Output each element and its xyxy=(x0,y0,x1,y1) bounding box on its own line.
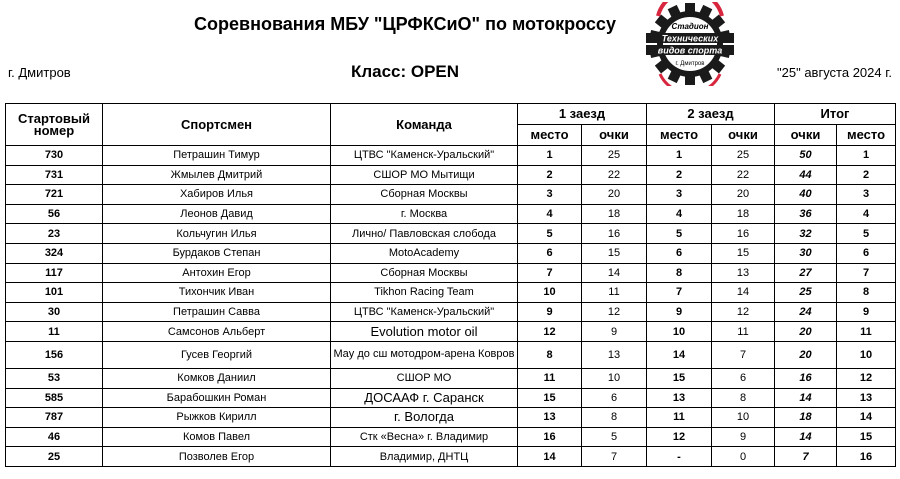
heat2-points-cell: 8 xyxy=(712,388,775,408)
heat1-points-cell: 25 xyxy=(582,146,647,166)
athlete-name-cell: Рыжков Кирилл xyxy=(103,408,331,428)
heat2-place-cell: 9 xyxy=(647,302,712,322)
class-label: Класс: OPEN xyxy=(350,62,460,81)
final-place-cell: 7 xyxy=(837,263,896,283)
athlete-name-cell: Комов Павел xyxy=(103,427,331,447)
heat1-points-cell: 8 xyxy=(582,408,647,428)
heat1-points-cell: 10 xyxy=(582,368,647,388)
athlete-name-cell: Жмылев Дмитрий xyxy=(103,165,331,185)
total-points-cell: 24 xyxy=(775,302,837,322)
heat1-points-cell: 9 xyxy=(582,322,647,342)
final-place-cell: 6 xyxy=(837,243,896,263)
team-cell: СШОР МО xyxy=(331,368,518,388)
header-heat1-points: очки xyxy=(582,125,647,146)
athlete-name-cell: Петрашин Савва xyxy=(103,302,331,322)
heat2-place-cell: 1 xyxy=(647,146,712,166)
team-cell: СШОР МО Мытищи xyxy=(331,165,518,185)
heat2-points-cell: 14 xyxy=(712,283,775,303)
heat1-place-cell: 15 xyxy=(518,388,582,408)
city-label: г. Дмитров xyxy=(8,65,71,80)
heat1-points-cell: 22 xyxy=(582,165,647,185)
heat2-place-cell: 11 xyxy=(647,408,712,428)
team-cell: Сборная Москвы xyxy=(331,263,518,283)
heat1-place-cell: 1 xyxy=(518,146,582,166)
athlete-name-cell: Кольчугин Илья xyxy=(103,224,331,244)
heat2-place-cell: 6 xyxy=(647,243,712,263)
heat1-place-cell: 13 xyxy=(518,408,582,428)
table-row xyxy=(6,341,896,368)
heat2-place-cell: 2 xyxy=(647,165,712,185)
heat2-points-cell: 7 xyxy=(712,341,775,368)
start-number-cell: 585 xyxy=(6,388,103,408)
start-number-cell: 721 xyxy=(6,185,103,205)
athlete-name-cell: Гусев Георгий xyxy=(103,341,331,368)
heat2-points-cell: 16 xyxy=(712,224,775,244)
table-row xyxy=(6,408,896,428)
heat2-points-cell: 12 xyxy=(712,302,775,322)
heat1-points-cell: 20 xyxy=(582,185,647,205)
heat2-place-cell: 13 xyxy=(647,388,712,408)
final-place-cell: 11 xyxy=(837,322,896,342)
athlete-name-cell: Антохин Егор xyxy=(103,263,331,283)
table-row xyxy=(6,204,896,224)
total-points-cell: 32 xyxy=(775,224,837,244)
total-points-cell: 36 xyxy=(775,204,837,224)
table-row xyxy=(6,224,896,244)
heat1-points-cell: 15 xyxy=(582,243,647,263)
heat2-place-cell: 14 xyxy=(647,341,712,368)
start-number-cell: 53 xyxy=(6,368,103,388)
gear-logo-icon xyxy=(626,2,754,86)
start-number-cell: 731 xyxy=(6,165,103,185)
start-number-cell: 23 xyxy=(6,224,103,244)
athlete-name-cell: Леонов Давид xyxy=(103,204,331,224)
total-points-cell: 18 xyxy=(775,408,837,428)
total-points-cell: 16 xyxy=(775,368,837,388)
header-heat2: 2 заезд xyxy=(647,104,775,125)
final-place-cell: 2 xyxy=(837,165,896,185)
final-place-cell: 5 xyxy=(837,224,896,244)
athlete-name-cell: Позволев Егор xyxy=(103,447,331,467)
total-points-cell: 44 xyxy=(775,165,837,185)
header-total-points: очки xyxy=(775,125,837,146)
athlete-name-cell: Бурдаков Степан xyxy=(103,243,331,263)
final-place-cell: 3 xyxy=(837,185,896,205)
heat2-place-cell: 8 xyxy=(647,263,712,283)
heat2-place-cell: 15 xyxy=(647,368,712,388)
athlete-name-cell: Хабиров Илья xyxy=(103,185,331,205)
heat1-place-cell: 3 xyxy=(518,185,582,205)
final-place-cell: 10 xyxy=(837,341,896,368)
start-number-cell: 101 xyxy=(6,283,103,303)
total-points-cell: 20 xyxy=(775,322,837,342)
header-heat1: 1 заезд xyxy=(518,104,647,125)
heat2-points-cell: 11 xyxy=(712,322,775,342)
date-label: "25" августа 2024 г. xyxy=(777,65,892,80)
table-row xyxy=(6,243,896,263)
heat1-place-cell: 12 xyxy=(518,322,582,342)
final-place-cell: 13 xyxy=(837,388,896,408)
table-row xyxy=(6,165,896,185)
heat1-points-cell: 16 xyxy=(582,224,647,244)
start-number-cell: 25 xyxy=(6,447,103,467)
heat2-points-cell: 15 xyxy=(712,243,775,263)
table-row xyxy=(6,388,896,408)
team-cell: Владимир, ДНТЦ xyxy=(331,447,518,467)
stadium-logo xyxy=(626,2,754,86)
total-points-cell: 14 xyxy=(775,388,837,408)
heat1-place-cell: 9 xyxy=(518,302,582,322)
header-start-number: Стартовый номер xyxy=(6,104,103,146)
heat1-place-cell: 10 xyxy=(518,283,582,303)
heat2-place-cell: - xyxy=(647,447,712,467)
heat2-points-cell: 6 xyxy=(712,368,775,388)
heat2-points-cell: 9 xyxy=(712,427,775,447)
heat2-place-cell: 12 xyxy=(647,427,712,447)
page-title: Соревнования МБУ "ЦРФКСиО" по мотокроссу xyxy=(194,14,616,34)
final-place-cell: 14 xyxy=(837,408,896,428)
heat2-place-cell: 3 xyxy=(647,185,712,205)
heat1-place-cell: 4 xyxy=(518,204,582,224)
team-cell: Стк «Весна» г. Владимир xyxy=(331,427,518,447)
header-heat1-place: место xyxy=(518,125,582,146)
heat1-place-cell: 7 xyxy=(518,263,582,283)
team-cell: Evolution motor oil xyxy=(331,322,518,342)
heat1-place-cell: 16 xyxy=(518,427,582,447)
header-total: Итог xyxy=(775,104,896,125)
logo-line2: Технических xyxy=(661,33,719,44)
table-row xyxy=(6,302,896,322)
heat2-points-cell: 0 xyxy=(712,447,775,467)
header-final-place: место xyxy=(837,125,896,146)
athlete-name-cell: Комков Даниил xyxy=(103,368,331,388)
start-number-cell: 156 xyxy=(6,341,103,368)
start-number-cell: 324 xyxy=(6,243,103,263)
start-number-cell: 787 xyxy=(6,408,103,428)
results-table xyxy=(5,103,896,467)
total-points-cell: 50 xyxy=(775,146,837,166)
heat1-points-cell: 12 xyxy=(582,302,647,322)
team-cell: MotoAcademy xyxy=(331,243,518,263)
logo-line4: г. Дмитров xyxy=(675,61,705,67)
team-cell: May до сш мотодром-арена Ковров xyxy=(331,341,518,368)
heat1-points-cell: 7 xyxy=(582,447,647,467)
header-heat2-points: очки xyxy=(712,125,775,146)
logo-line1: Стадион xyxy=(671,22,709,31)
header-athlete: Спортсмен xyxy=(103,104,331,146)
heat1-place-cell: 11 xyxy=(518,368,582,388)
table-row xyxy=(6,283,896,303)
heat2-place-cell: 10 xyxy=(647,322,712,342)
team-cell: ЦТВС "Каменск-Уральский" xyxy=(331,146,518,166)
final-place-cell: 16 xyxy=(837,447,896,467)
heat2-points-cell: 20 xyxy=(712,185,775,205)
final-place-cell: 1 xyxy=(837,146,896,166)
start-number-cell: 117 xyxy=(6,263,103,283)
total-points-cell: 14 xyxy=(775,427,837,447)
final-place-cell: 9 xyxy=(837,302,896,322)
team-cell: Сборная Москвы xyxy=(331,185,518,205)
start-number-cell: 730 xyxy=(6,146,103,166)
team-cell: г. Москва xyxy=(331,204,518,224)
heat2-place-cell: 7 xyxy=(647,283,712,303)
total-points-cell: 27 xyxy=(775,263,837,283)
heat1-points-cell: 13 xyxy=(582,341,647,368)
team-cell: Лично/ Павловская слобода xyxy=(331,224,518,244)
heat2-points-cell: 25 xyxy=(712,146,775,166)
heat1-place-cell: 6 xyxy=(518,243,582,263)
table-row xyxy=(6,185,896,205)
table-row xyxy=(6,368,896,388)
athlete-name-cell: Самсонов Альберт xyxy=(103,322,331,342)
start-number-cell: 11 xyxy=(6,322,103,342)
table-row xyxy=(6,146,896,166)
final-place-cell: 4 xyxy=(837,204,896,224)
logo-line3: видов спорта xyxy=(657,45,723,56)
table-row xyxy=(6,447,896,467)
heat2-place-cell: 4 xyxy=(647,204,712,224)
heat2-points-cell: 13 xyxy=(712,263,775,283)
start-number-cell: 56 xyxy=(6,204,103,224)
total-points-cell: 20 xyxy=(775,341,837,368)
team-cell: ДОСААФ г. Саранск xyxy=(331,388,518,408)
heat1-points-cell: 14 xyxy=(582,263,647,283)
heat1-points-cell: 11 xyxy=(582,283,647,303)
heat1-place-cell: 8 xyxy=(518,341,582,368)
table-row xyxy=(6,427,896,447)
team-cell: Tikhon Racing Team xyxy=(331,283,518,303)
header-team: Команда xyxy=(331,104,518,146)
heat1-points-cell: 18 xyxy=(582,204,647,224)
total-points-cell: 25 xyxy=(775,283,837,303)
header-heat2-place: место xyxy=(647,125,712,146)
athlete-name-cell: Тихончик Иван xyxy=(103,283,331,303)
athlete-name-cell: Барабошкин Роман xyxy=(103,388,331,408)
team-cell: г. Вологда xyxy=(331,408,518,428)
start-number-cell: 30 xyxy=(6,302,103,322)
heat2-place-cell: 5 xyxy=(647,224,712,244)
heat1-points-cell: 6 xyxy=(582,388,647,408)
total-points-cell: 7 xyxy=(775,447,837,467)
athlete-name-cell: Петрашин Тимур xyxy=(103,146,331,166)
heat2-points-cell: 22 xyxy=(712,165,775,185)
heat1-place-cell: 2 xyxy=(518,165,582,185)
heat1-place-cell: 14 xyxy=(518,447,582,467)
heat1-place-cell: 5 xyxy=(518,224,582,244)
final-place-cell: 8 xyxy=(837,283,896,303)
table-row xyxy=(6,263,896,283)
table-row xyxy=(6,322,896,342)
final-place-cell: 15 xyxy=(837,427,896,447)
heat2-points-cell: 10 xyxy=(712,408,775,428)
heat2-points-cell: 18 xyxy=(712,204,775,224)
total-points-cell: 30 xyxy=(775,243,837,263)
team-cell: ЦТВС "Каменск-Уральский" xyxy=(331,302,518,322)
final-place-cell: 12 xyxy=(837,368,896,388)
start-number-cell: 46 xyxy=(6,427,103,447)
heat1-points-cell: 5 xyxy=(582,427,647,447)
total-points-cell: 40 xyxy=(775,185,837,205)
